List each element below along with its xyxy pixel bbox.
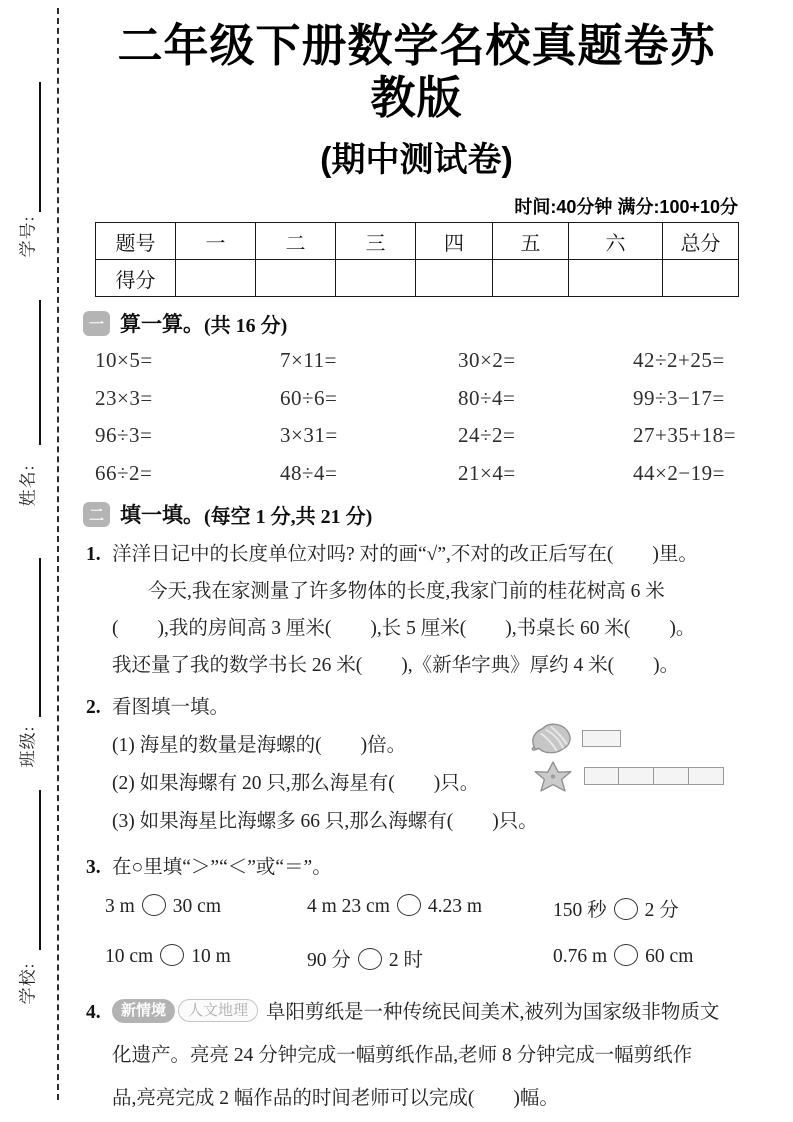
question-1-line4: 我还量了我的数学书长 26 米( ),《新华字典》厚约 4 米( )。 <box>112 655 680 676</box>
paper-title: 二年级下册数学名校真题卷苏教版 <box>117 20 716 123</box>
question-2-number: 2. <box>86 697 101 718</box>
question-4-line2: 化遗产。亮亮 24 分钟完成一幅剪纸作品,老师 8 分钟完成一幅剪纸作 <box>112 1045 693 1066</box>
score-table-cell: 三 <box>336 223 416 260</box>
comparison-circle <box>142 894 166 916</box>
calc-problem: 3×31= <box>280 423 338 447</box>
time-score-meta: 时间:40分钟 满分:100+10分 <box>514 197 738 217</box>
score-blank-cell <box>569 260 663 297</box>
section-one-badge-icon: 一 <box>83 311 110 336</box>
calc-problem: 30×2= <box>458 348 516 372</box>
score-blank-cell <box>176 260 256 297</box>
comparison-item <box>307 944 423 972</box>
score-table-score-row <box>96 260 739 297</box>
comparison-left: 0.76 m <box>553 946 608 967</box>
comparison-right: 2 分 <box>644 900 679 921</box>
comparison-left: 150 秒 <box>553 900 607 921</box>
question-2-item-1: (1) 海星的数量是海螺的( )倍。 <box>112 735 407 756</box>
class-label: 班级: <box>18 725 38 768</box>
question-4-line1: 阜阳剪纸是一种传统民间美术,被列为国家级非物质文 <box>266 1002 720 1023</box>
comparison-circle <box>358 948 382 970</box>
calc-problem: 48÷4= <box>280 460 338 485</box>
question-1-line3: ( ),我的房间高 3 厘米( ),长 5 厘米( ),书桌长 60 米( )。 <box>112 618 696 639</box>
score-table-header-row <box>96 223 739 260</box>
calc-problem: 66÷2= <box>95 460 153 485</box>
section-two-header <box>83 499 738 529</box>
calc-problem: 7×11= <box>280 348 337 372</box>
calc-problem: 60÷6= <box>280 385 338 410</box>
calc-problem: 24÷2= <box>458 423 516 447</box>
comparison-left: 4 m 23 cm <box>307 896 390 917</box>
section-two-badge-icon: 二 <box>83 502 110 527</box>
unit-cell <box>584 767 619 785</box>
question-1-line1: 洋洋日记中的长度单位对吗? 对的画“√”,不对的改正后写在( )里。 <box>112 544 698 565</box>
calc-problem: 44×2−19= <box>633 460 726 485</box>
comparison-item <box>553 944 693 968</box>
class-fill-line <box>39 558 41 717</box>
comparison-row-2 <box>95 936 738 986</box>
score-blank-cell <box>416 260 493 297</box>
starfish-unit-bar <box>584 767 724 785</box>
comparison-left: 10 cm <box>105 946 154 967</box>
calc-problem: 21×4= <box>458 460 516 485</box>
comparison-right: 10 m <box>191 946 231 967</box>
score-table-cell: 题号 <box>96 223 176 260</box>
question-3-number: 3. <box>86 857 101 878</box>
score-table-cell: 五 <box>493 223 569 260</box>
comparison-circle <box>160 944 184 966</box>
dashed-cut-line <box>57 8 59 1100</box>
score-table-cell: 总分 <box>663 223 739 260</box>
school-label: 学校: <box>18 962 38 1005</box>
new-context-badge: 新情境 <box>112 999 175 1023</box>
conch-unit-box <box>582 730 621 747</box>
comparison-right: 2 时 <box>388 950 424 971</box>
score-row-label: 得分 <box>96 260 176 297</box>
comparison-item <box>105 894 221 918</box>
unit-cell <box>654 767 689 785</box>
calc-problem: 27+35+18= <box>633 423 737 447</box>
humanities-geography-badge: 人文地理 <box>178 999 258 1022</box>
unit-cell <box>619 767 654 785</box>
calc-problem: 80÷4= <box>458 385 516 410</box>
question-4-number: 4. <box>86 1002 101 1023</box>
conch-icon <box>528 722 576 755</box>
starfish-row <box>528 757 733 795</box>
score-blank-cell <box>256 260 336 297</box>
score-table-cell: 六 <box>569 223 663 260</box>
comparison-right: 4.23 m <box>427 896 483 917</box>
question-3 <box>86 850 738 986</box>
question-2 <box>86 689 738 841</box>
section-one-title: 算一算。 <box>120 312 204 336</box>
unit-cell <box>689 767 724 785</box>
comparison-circle <box>614 898 638 920</box>
score-table-cell: 一 <box>176 223 256 260</box>
question-1 <box>86 536 738 684</box>
paper-content <box>86 0 738 1120</box>
question-1-line2: 今天,我在家测量了许多物体的长度,我家门前的桂花树高 6 米 <box>148 581 665 602</box>
comparison-row-1 <box>95 886 738 936</box>
comparison-item <box>307 894 482 918</box>
question-4-line3: 品,亮亮完成 2 幅作品的时间老师可以完成( )幅。 <box>112 1088 559 1109</box>
comparison-circle <box>397 894 421 916</box>
name-fill-line <box>39 300 41 445</box>
calc-problem: 99÷3−17= <box>633 385 725 410</box>
comparison-item <box>105 944 231 968</box>
section-two-note: (每空 1 分,共 21 分) <box>204 505 373 528</box>
student-id-label: 学号: <box>18 215 38 258</box>
comparison-right: 30 cm <box>172 896 221 917</box>
section-one-header <box>83 308 738 338</box>
score-blank-cell <box>493 260 569 297</box>
calculation-grid <box>95 342 738 492</box>
question-2-item-3: (3) 如果海星比海螺多 66 只,那么海螺有( )只。 <box>112 811 538 832</box>
conch-row <box>528 719 733 757</box>
student-id-fill-line <box>39 82 41 212</box>
section-two-title: 填一填。 <box>120 503 204 527</box>
comparison-circle <box>614 944 638 966</box>
question-1-number: 1. <box>86 544 101 565</box>
calc-problem: 23×3= <box>95 385 153 410</box>
school-fill-line <box>39 790 41 950</box>
name-label: 姓名: <box>18 464 38 507</box>
question-3-title: 在○里填“＞”“＜”或“＝”。 <box>112 857 332 878</box>
comparison-item <box>553 894 679 922</box>
question-2-title: 看图填一填。 <box>112 697 230 718</box>
score-table-cell: 四 <box>416 223 493 260</box>
calc-problem: 96÷3= <box>95 423 153 447</box>
paper-subtitle: (期中测试卷) <box>320 141 513 179</box>
score-blank-cell <box>663 260 739 297</box>
question-2-item-2: (2) 如果海螺有 20 只,那么海星有( )只。 <box>112 773 480 794</box>
calc-problem: 10×5= <box>95 348 153 372</box>
score-table-cell: 二 <box>256 223 336 260</box>
comparison-left: 90 分 <box>307 950 351 971</box>
starfish-icon <box>528 760 578 793</box>
sea-creatures-figure <box>528 719 733 795</box>
section-one-note: (共 16 分) <box>204 314 288 337</box>
score-table <box>95 222 739 297</box>
question-4 <box>86 991 738 1120</box>
calc-problem: 42÷2+25= <box>633 348 725 372</box>
score-blank-cell <box>336 260 416 297</box>
comparison-left: 3 m <box>105 896 135 917</box>
comparison-right: 60 cm <box>645 946 694 967</box>
